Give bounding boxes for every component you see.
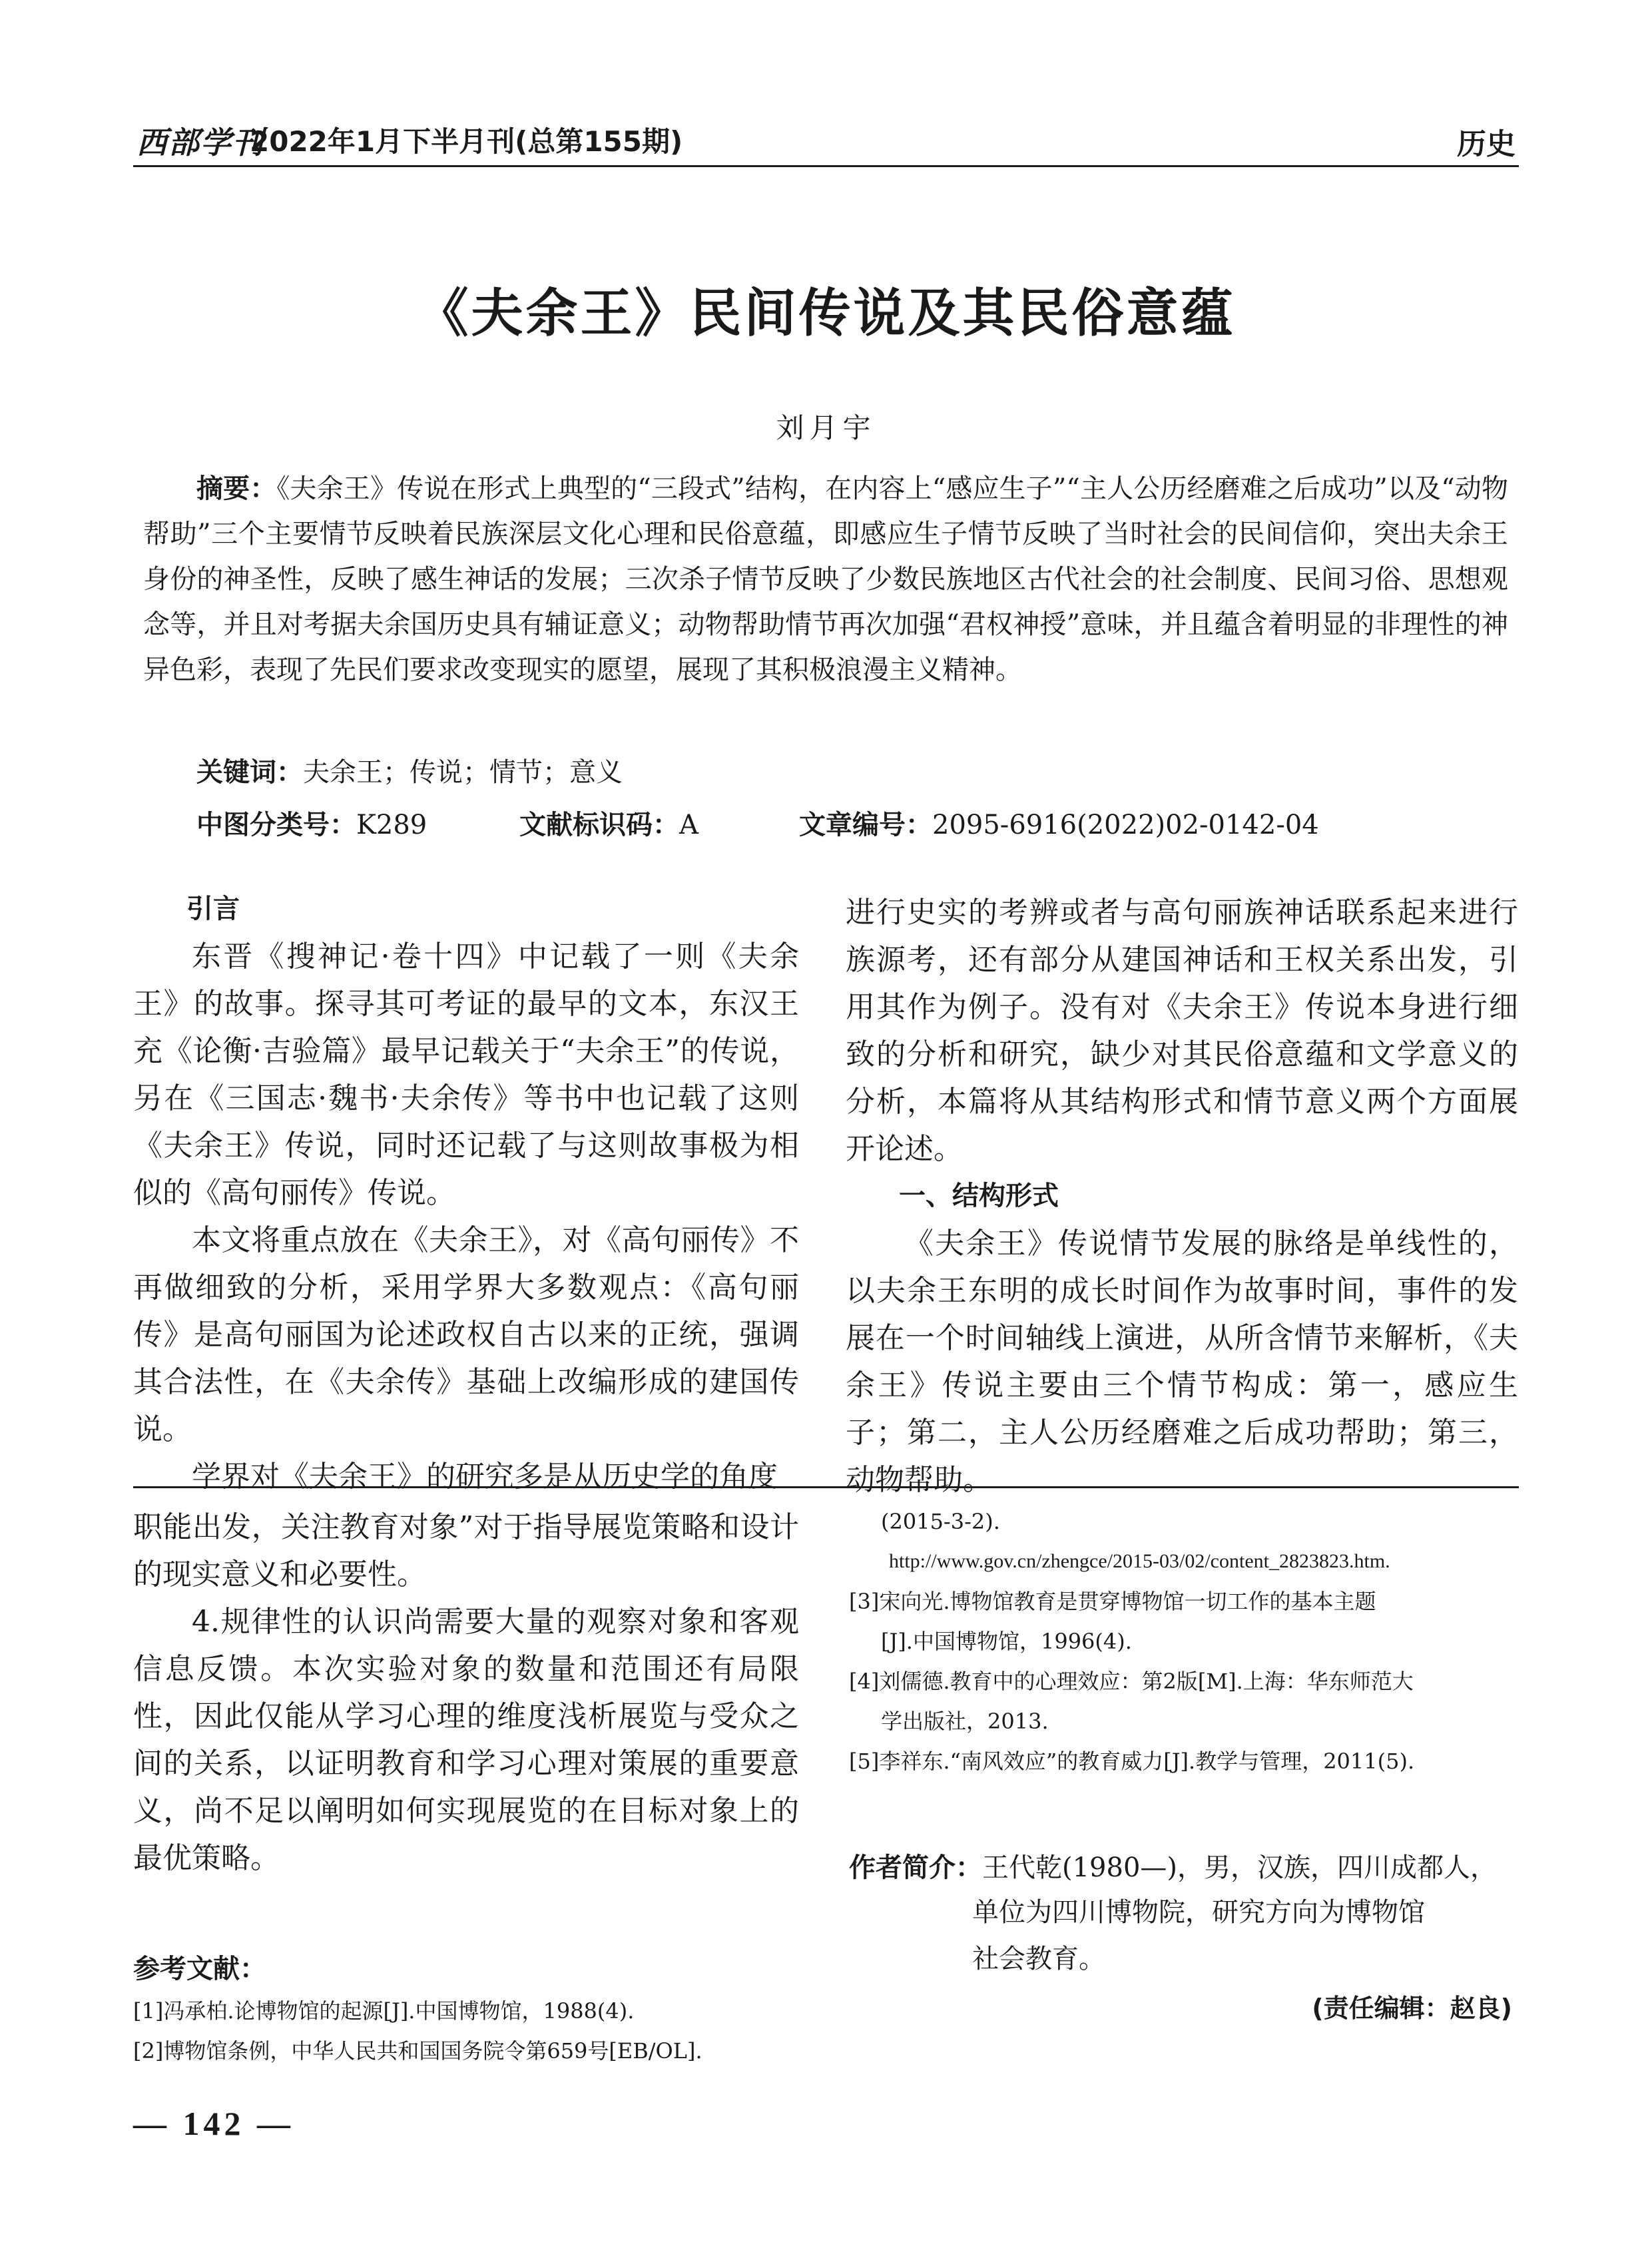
bio-line: 单位为四川博物院，研究方向为博物馆: [972, 1897, 1425, 1928]
body-paragraph: 本文将重点放在《夫余王》，对《高句丽传》不再做细致的分析，采用学界大多数观点：《高句丽传》是高句丽国为论述政权自古以来的正统，强调其合法性，在《夫余传》基础上改编形成的建国传说。: [133, 1223, 799, 1446]
reference-item: [4]刘儒德.教育中的心理效应：第2版[M].上海：华东师范大: [849, 1669, 1414, 1694]
references-title: 参考文献：: [133, 1954, 266, 1984]
keywords: [196, 751, 623, 789]
body-paragraph: 《夫余王》传说情节发展的脉络是单线性的，以夫余王东明的成长时间作为故事时间，事件的发展在一个时间轴线上演进，从所含情节来解析，《夫余王》传说主要由三个情节构成：第一，感应生子；第二，主人公历经磨难之后成功帮助；第三，动物帮助。: [846, 1227, 1518, 1497]
abstract: [143, 466, 1508, 693]
reference-item: [3]宋向光.博物馆教育是贯穿博物馆一切工作的基本主题: [849, 1589, 1376, 1614]
reference-url: http://www.gov.cn/zhengce/2015-03/02/content_2823823.htm.: [889, 1550, 1390, 1572]
article-number: [799, 804, 1319, 842]
document-code: [519, 804, 698, 842]
body-right-column: [846, 889, 1518, 1504]
reference-item-cont: (2015-3-2).: [881, 1509, 1000, 1534]
bio-line: 王代乾(1980—)，男，汉族，四川成都人，: [982, 1852, 1498, 1883]
body-paragraph: 职能出发，关注教育对象”对于指导展览策略和设计的现实意义和必要性。: [133, 1510, 799, 1591]
body-left-column: [133, 886, 799, 1500]
keywords-label: 关键词：: [196, 757, 303, 788]
body-paragraph: 东晋《搜神记·卷十四》中记载了一则《夫余王》的故事。探寻其可考证的最早的文本，东汉王充《论衡·吉验篇》最早记载关于“夫余王”的传说，另在《三国志·魏书·夫余传》等书中也记载了这则《夫余王》传说，同时还记载了与这则故事极为相似的《高句丽传》传说。: [133, 940, 799, 1210]
responsible-editor: (责任编辑：赵良): [1312, 1994, 1512, 2023]
article-title: 《夫余王》民间传说及其民俗意蕴: [416, 284, 1236, 344]
section-heading-structure: 一、结构形式: [899, 1181, 1059, 1211]
body-paragraph: 进行史实的考辨或者与高句丽族神话联系起来进行族源考，还有部分从建国神话和王权关系出发，引用其作为例子。没有对《夫余王》传说本身进行细致的分析和研究，缺少对其民俗意蕴和文学意义的分析，本篇将从其结构形式和情节意义两个方面展开论述。: [846, 896, 1518, 1166]
issue-info: 2022年1月下半月刊(总第155期): [250, 125, 683, 158]
bio-label: 作者简介：: [849, 1852, 982, 1883]
section-name: 历史: [1457, 127, 1515, 161]
clc-number: [196, 804, 427, 842]
article-divider: [133, 1486, 1519, 1488]
journal-logo: 西部学刊: [137, 125, 264, 160]
body-paragraph: 学界对《夫余王》的研究多是从历史学的角度: [192, 1460, 778, 1494]
keywords-text: 夫余王；传说；情节；意义: [303, 757, 623, 788]
bio-line: 社会教育。: [972, 1944, 1105, 1974]
reference-item-cont: [J].中国博物馆，1996(4).: [881, 1629, 1132, 1654]
prev-article-left: [133, 1504, 799, 1882]
body-paragraph: 4.规律性的认识尚需要大量的观察对象和客观信息反馈。本次实验对象的数量和范围还有局限性，因此仅能从学习心理的维度浅析展览与受众之间的关系，以证明教育和学习心理对策展的重要意义，尚不足以阐明如何实现展览的在目标对象上的最优策略。: [133, 1605, 799, 1875]
abstract-text: 《夫余王》传说在形式上典型的“三段式”结构，在内容上“感应生子”“主人公历经磨难之后成功”以及“动物帮助”三个主要情节反映着民族深层文化心理和民俗意蕴，即感应生子情节反映了当时社会的民间信仰，突出夫余王身份的神圣性，反映了感生神话的发展；三次杀子情节反映了少数民族地区古代社会的社会制度、民间习俗、思想观念等，并且对考据夫余国历史具有辅证意义；动物帮助情节再次加强“君权神授”意味，并且蕴含着明显的非理性的神异色彩，表现了先民们要求改变现实的愿望，展现了其积极浪漫主义精神。: [143, 473, 1508, 685]
article-no-value: 2095-6916(2022)02-0142-04: [932, 810, 1319, 840]
reference-item-cont: 学出版社，2013.: [881, 1709, 1049, 1734]
header-rule: [133, 165, 1519, 167]
reference-item: [5]李祥东.“南风效应”的教育威力[J].教学与管理，2011(5).: [849, 1749, 1415, 1774]
article-author: 刘月宇: [776, 412, 876, 444]
doc-code-value: A: [679, 810, 698, 840]
author-bio: [849, 1844, 1518, 1891]
reference-item: [1]冯承柏.论博物馆的起源[J].中国博物馆，1988(4).: [133, 1998, 635, 2024]
clc-value: K289: [356, 810, 427, 840]
reference-item: [2]博物馆条例，中华人民共和国国务院令第659号[EB/OL].: [133, 2038, 702, 2064]
article-no-label: 文章编号：: [799, 810, 932, 840]
clc-label: 中图分类号：: [196, 810, 356, 840]
abstract-label: 摘要：: [196, 473, 277, 504]
references-continued: [849, 1502, 1521, 1781]
doc-code-label: 文献标识码：: [519, 810, 679, 840]
section-heading-intro: 引言: [186, 894, 240, 924]
page-number: — 142 —: [133, 2105, 294, 2142]
